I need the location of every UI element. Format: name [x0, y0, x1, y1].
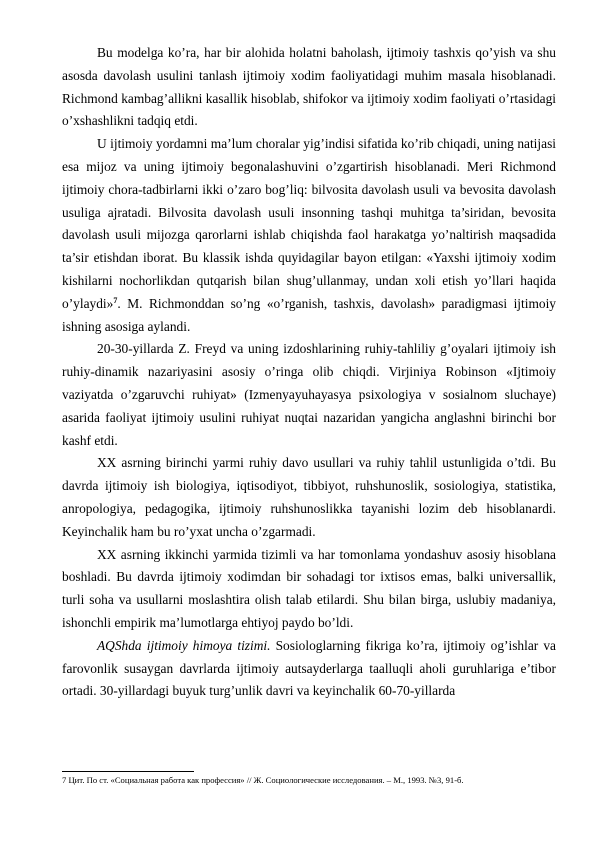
paragraph-6 — [62, 635, 556, 703]
paragraph-4-text: XX asrning birinchi yarmi ruhiy davo usullari va ruhiy tahlil ustunligida o’tdi. Bu davrda ijtimoiy ish biologiya, iqtisodiyot, tibbiyot, ruhshunoslik, sosiologiya, statistika, anropologiya, pedagogika, ijtimoiy ruhshunoslikka tayanishi lozim deb hisoblanardi. Keyinchalik ham bu ro’yxat uncha o’zgarmadi. — [62, 455, 556, 539]
footnote — [62, 775, 556, 786]
paragraph-3 — [62, 338, 556, 452]
paragraph-5 — [62, 544, 556, 635]
paragraph-3-text: 20-30-yillarda Z. Freyd va uning izdoshlarining ruhiy-tahliliy g’oyalari ijtimoiy ish ruhiy-dinamik nazariyasini asosiy o’ringa olib chiqdi. Virjiniya Robinson «Ijtimoiy vaziyatda o’zgaruvchi ruhiyat» (Izmenyayuhayasya psixologiya v sosialnom sluchaye) asarida faoliyat ijtimoiy usulini ruhiyat nuqtai nazaridan yangicha anglashni birinchi bor kashf etdi. — [62, 341, 556, 448]
footnote-text: 7 Цит. По ст. «Социальная работа как профессия» // Ж. Социологические исследования. – М., 1993. №3, 91-б. — [62, 775, 464, 785]
body-text — [62, 42, 556, 703]
paragraph-5-text: XX asrning ikkinchi yarmida tizimli va har tomonlama yondashuv asosiy hisoblana boshladi. Bu davrda ijtimoiy xodimdan bir sohadagi tor ixtisos emas, balki universallik, turli soha va usullarni moslashtira olish talab etilardi. Shu bilan birga, uslubiy madaniya, ishonchli empirik ma’lumotlarga ehtiyoj paydo bo’ldi. — [62, 546, 556, 630]
paragraph-2-text-after: . M. Richmonddan so’ng «o’rganish, tashxis, davolash» paradigmasi ijtimoiy ishning asosiga aylandi. — [62, 295, 556, 334]
paragraph-4 — [62, 452, 556, 543]
paragraph-1 — [62, 42, 556, 133]
paragraph-2 — [62, 133, 556, 338]
paragraph-1-text: Bu modelga ko’ra, har bir alohida holatni baholash, ijtimoiy tashxis qo’yish va shu asosda davolash usulini tanlash ijtimoiy xodim faoliyatidagi muhim masala hisoblanadi. Richmond kambag’allikni kasallik hisoblab, shifokor va ijtimoiy xodim faoliyati o’rtasidagi o’xshashlikni tadqiq etdi. — [62, 45, 556, 129]
paragraph-2-text: U ijtimoiy yordamni ma’lum choralar yig’indisi sifatida ko’rib chiqadi, uning natijasi esa mijoz va uning ijtimoiy begonalashuvini o’zgartirish hisoblanadi. Meri Richmond ijtimoiy chora-tadbirlarni ikki o’zaro bog’liq: bilvosita davolash usuli va bevosita davolash usuliga ajratadi. Bilvosita davolash usuli insonning tashqi muhitga ta’siridan, bevosita davolash usuli mijozga qarorlarni ishlab chiqishda faol harakatga yo’naltirish maqsadida ta’sir etishdan iborat. Bu klassik ishda quyidagilar bayon etilgan: «Yaxshi ijtimoiy xodim kishilarni nochorlikdan qutqarish bilan shug’ullanmay, undan xoli etish yo’llari haqida o’ylaydi» — [62, 136, 556, 311]
footnote-reference[interactable]: 7 — [113, 295, 118, 305]
section-lead-heading: AQShda ijtimoiy himoya tizimi. — [97, 637, 271, 653]
paragraph-6-text: Sosiologlarning fikriga ko’ra, ijtimoiy og’ishlar va farovonlik susaygan davrlarda ijtimoiy autsayderlarga taalluqli aholi guruhlariga e’tibor ortadi. 30-yillardagi buyuk turg’unlik davri va keyinchalik 60-70-yillarda — [62, 637, 556, 699]
footnote-divider — [62, 771, 194, 772]
